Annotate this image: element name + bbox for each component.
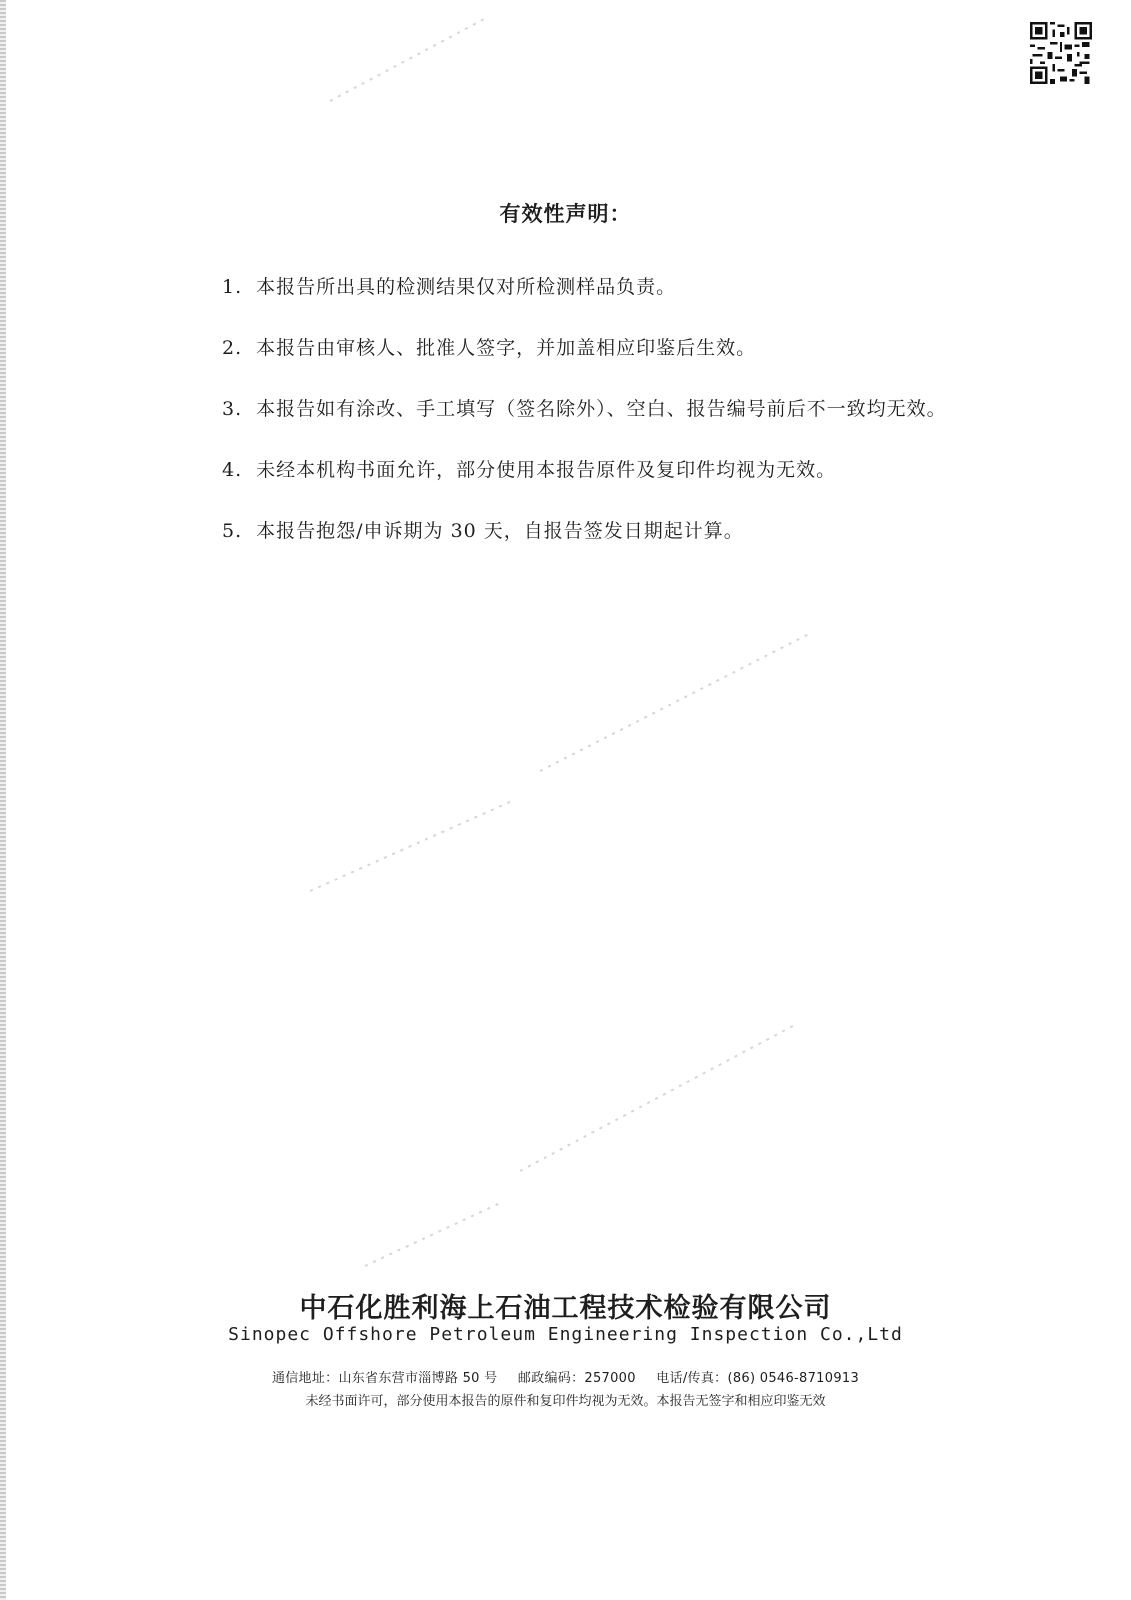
clause-number: 1. — [222, 276, 243, 298]
clause-item — [178, 326, 968, 370]
watermark-stroke — [330, 18, 485, 102]
watermark-stroke — [310, 801, 512, 892]
qr-code-icon — [1030, 22, 1092, 84]
validity-clauses — [178, 265, 968, 570]
clause-text: 本报告如有涂改、手工填写（签名除外）、空白、报告编号前后不一致均无效。 — [256, 398, 947, 420]
clause-item — [178, 509, 968, 553]
footer-notice: 未经书面许可，部分使用本报告的原件和复印件均视为无效。本报告无签字和相应印鉴无效 — [305, 1394, 826, 1409]
clause-text: 本报告抱怨/申诉期为 30 天，自报告签发日期起计算。 — [256, 520, 744, 542]
clause-item — [178, 387, 968, 431]
clause-number: 3. — [222, 398, 243, 420]
scan-border — [0, 0, 6, 1600]
clause-number: 5. — [222, 520, 243, 542]
validity-statement-heading: 有效性声明： — [499, 202, 632, 226]
clause-number: 2. — [222, 337, 243, 359]
contact-postcode: 邮政编码：257000 — [517, 1371, 636, 1386]
contact-address: 通信地址：山东省东营市淄博路 50 号 — [271, 1371, 498, 1386]
company-name-chinese: 中石化胜利海上石油工程技术检验有限公司 — [299, 1293, 832, 1324]
contact-info — [0, 1367, 1131, 1386]
clause-text: 本报告由审核人、批准人签字，并加盖相应印鉴后生效。 — [256, 337, 757, 359]
clause-item — [178, 265, 968, 309]
clause-item — [178, 448, 968, 492]
clause-number: 4. — [222, 459, 243, 481]
clause-text: 本报告所出具的检测结果仅对所检测样品负责。 — [256, 276, 677, 298]
clause-text: 未经本机构书面允许，部分使用本报告原件及复印件均视为无效。 — [256, 459, 837, 481]
contact-phone: 电话/传真：(86) 0546-8710913 — [656, 1371, 860, 1386]
company-name-english: Sinopec Offshore Petroleum Engineering Inspection Co.,Ltd — [228, 1324, 903, 1345]
watermark-stroke — [365, 1202, 502, 1267]
watermark-stroke — [520, 1025, 795, 1172]
watermark-stroke — [540, 634, 808, 772]
